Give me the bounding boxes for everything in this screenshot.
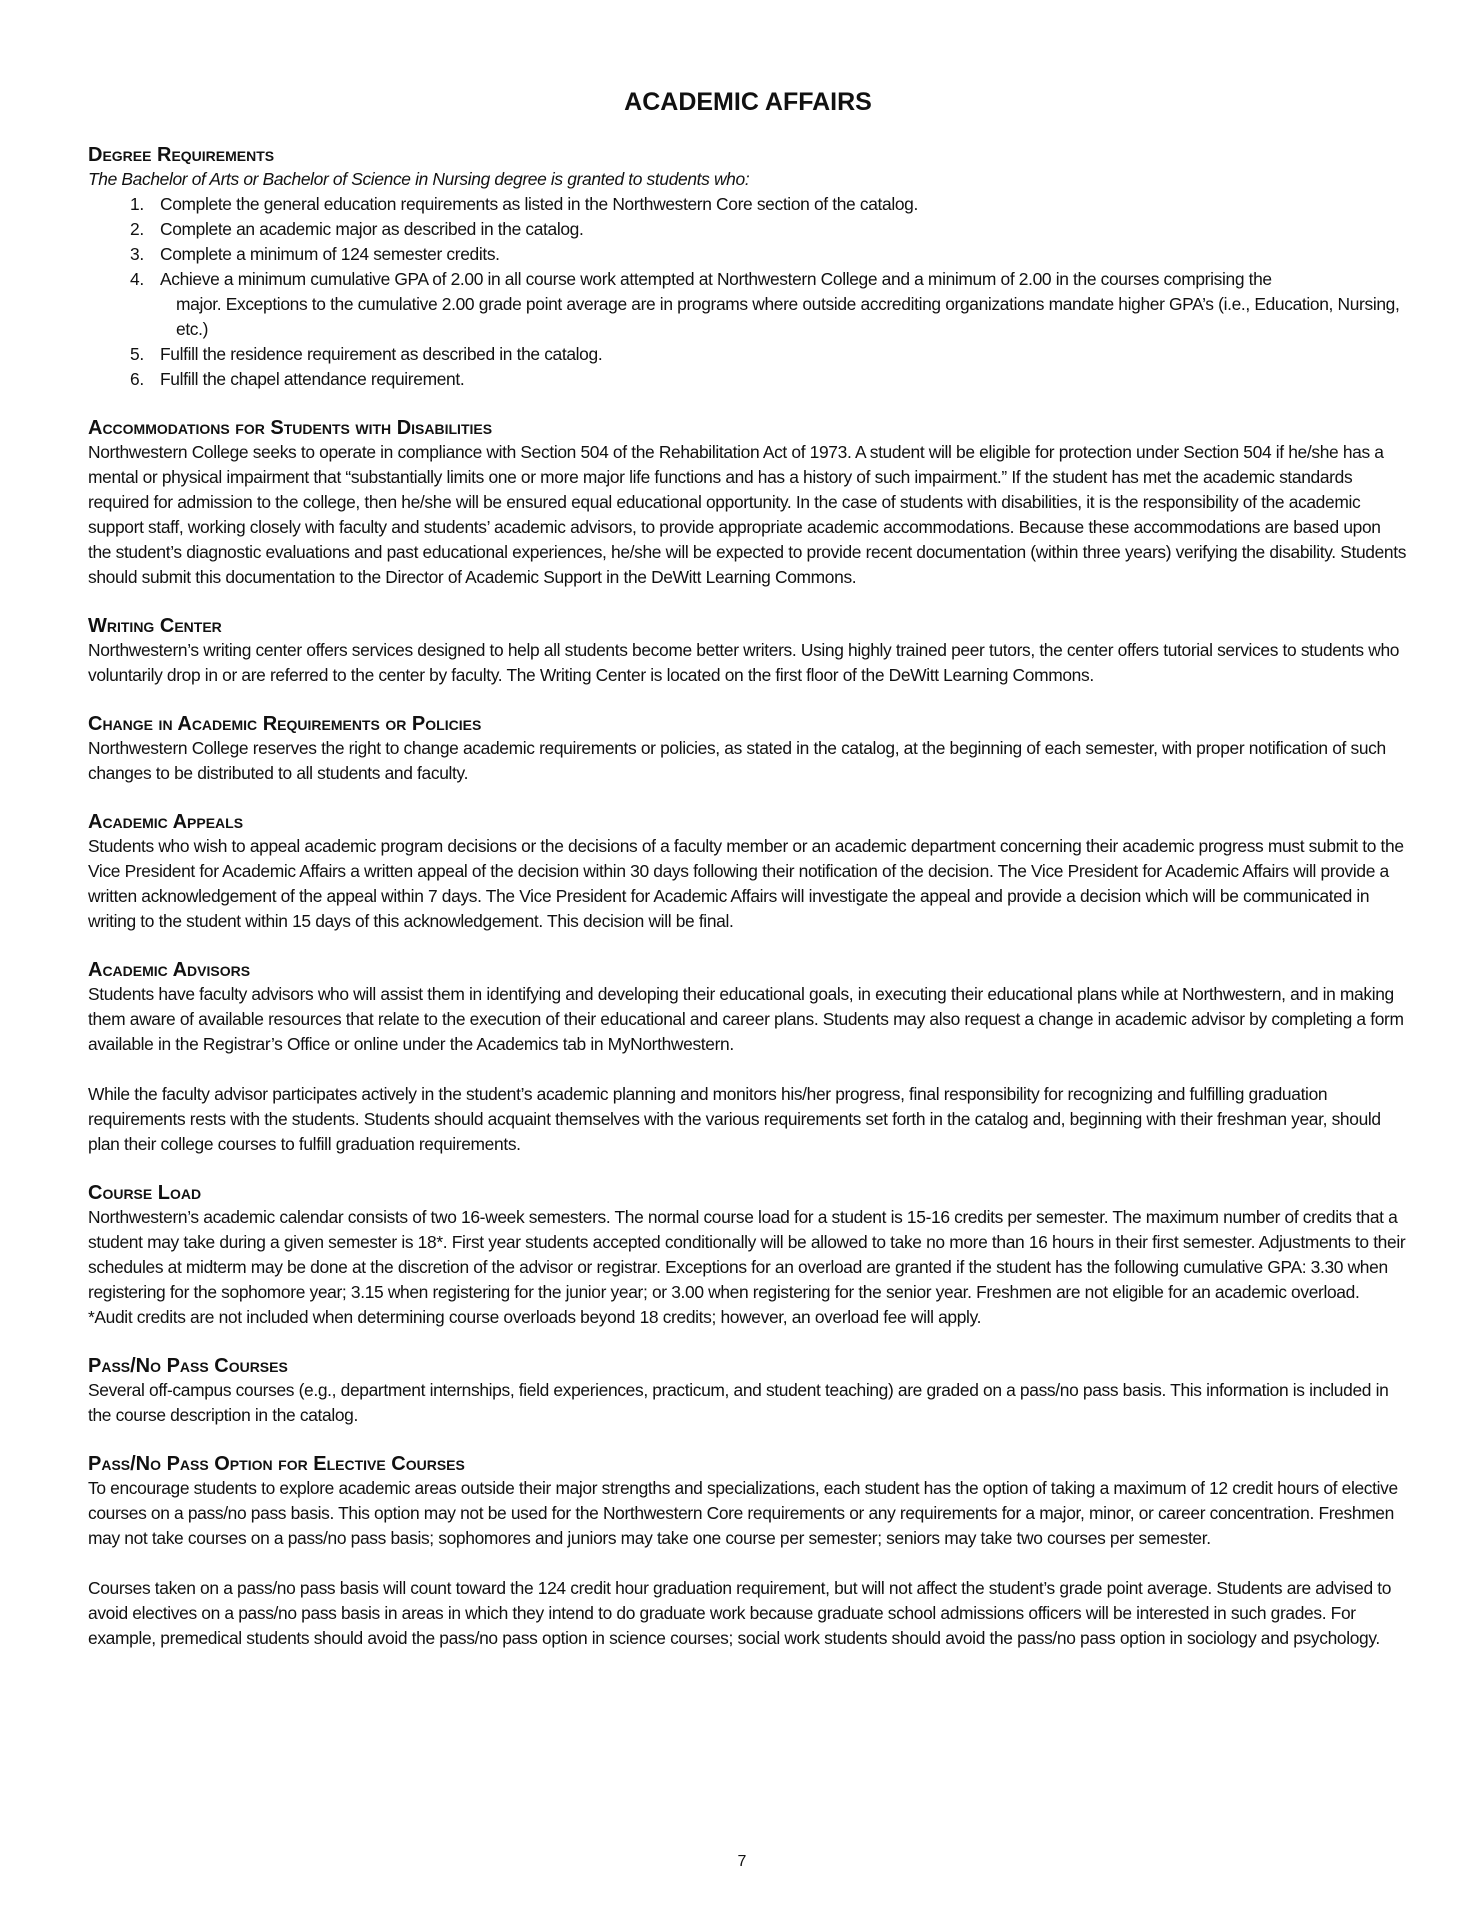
section-accommodations: [88, 416, 1408, 590]
section-change-requirements: [88, 712, 1408, 786]
list-item: [88, 192, 1408, 217]
section-academic-appeals: [88, 810, 1408, 934]
list-item: [88, 342, 1408, 367]
list-number: 2.: [130, 219, 144, 239]
section-body: To encourage students to explore academic areas outside their major strengths and specializations, each student has the option of taking a maximum of 12 credit hours of elective courses on a pass/no pass basis. This option may not be used for the Northwestern Core requirements or any requirements for a major, minor, or career concentration. Freshmen may not take courses on a pass/no pass basis; sophomores and juniors may take one course per semester; seniors may take two courses per semester.: [88, 1478, 1398, 1548]
list-number: 4.: [130, 269, 144, 289]
section-heading: Accommodations for Students with Disabilities: [88, 417, 493, 439]
section-body: Students have faculty advisors who will assist them in identifying and developing their educational goals, in executing their educational plans while at Northwestern, and in making them aware of available resources that relate to the execution of their educational and career plans. Students may also request a change in academic advisor by completing a form available in the Registrar’s Office or online under the Academics tab in MyNorthwestern.: [88, 984, 1404, 1054]
section-pass-no-pass-elective: [88, 1452, 1408, 1651]
list-item-text: Complete a minimum of 124 semester credits.: [160, 244, 500, 264]
list-item-text: Complete an academic major as described in the catalog.: [160, 219, 584, 239]
list-item-text: Achieve a minimum cumulative GPA of 2.00 in all course work attempted at Northwestern College and a minimum of 2.00 in the courses comprising the: [160, 269, 1272, 289]
section-heading: Pass/No Pass Courses: [88, 1355, 288, 1377]
page-title: ACADEMIC AFFAIRS: [624, 88, 872, 116]
list-item-text: Fulfill the residence requirement as described in the catalog.: [160, 344, 603, 364]
section-body: Several off-campus courses (e.g., department internships, field experiences, practicum, and student teaching) are graded on a pass/no pass basis. This information is included in the course description in the catalog.: [88, 1380, 1389, 1425]
section-body: Northwestern College seeks to operate in compliance with Section 504 of the Rehabilitation Act of 1973. A student will be eligible for protection under Section 504 if he/she has a mental or physical impairment that “substantially limits one or more major life functions and has a history of such impairment.” If the student has met the academic standards required for admission to the college, then he/she will be ensured equal educational opportunity. In the case of students with disabilities, it is the responsibility of the academic support staff, working closely with faculty and students’ academic advisors, to provide appropriate academic accommodations. Because these accommodations are based upon the student’s diagnostic evaluations and past educational experiences, he/she will be expected to provide recent documentation (within three years) verifying the disability. Students should submit this documentation to the Director of Academic Support in the DeWitt Learning Commons.: [88, 442, 1407, 587]
document-page: [88, 80, 1408, 1675]
list-item: [88, 367, 1408, 392]
requirements-list: [88, 192, 1408, 392]
section-heading: Academic Appeals: [88, 811, 244, 833]
section-academic-advisors: [88, 958, 1408, 1157]
list-item: [88, 267, 1408, 342]
section-intro: The Bachelor of Arts or Bachelor of Science in Nursing degree is granted to students who:: [88, 169, 750, 189]
section-pass-no-pass: [88, 1354, 1408, 1428]
section-writing-center: [88, 614, 1408, 688]
section-heading: Change in Academic Requirements or Policies: [88, 713, 482, 735]
list-number: 1.: [130, 194, 144, 214]
section-body: Courses taken on a pass/no pass basis will count toward the 124 credit hour graduation requirement, but will not affect the student’s grade point average. Students are advised to avoid electives on a pass/no pass basis in areas in which they intend to do graduate work because graduate school admissions officers will be interested in such grades. For example, premedical students should avoid the pass/no pass option in science courses; social work students should avoid the pass/no pass option in sociology and psychology.: [88, 1578, 1392, 1648]
list-item: [88, 217, 1408, 242]
list-number: 5.: [130, 344, 144, 364]
section-heading: Academic Advisors: [88, 959, 251, 981]
section-course-load: [88, 1181, 1408, 1330]
list-item-text: Fulfill the chapel attendance requirement.: [160, 369, 465, 389]
section-heading: Writing Center: [88, 615, 222, 637]
list-item-text: Complete the general education requirements as listed in the Northwestern Core section of the catalog.: [160, 194, 918, 214]
section-heading: Course Load: [88, 1182, 202, 1204]
section-degree-requirements: [88, 143, 1408, 392]
page-number: 7: [737, 1853, 747, 1870]
section-body: Students who wish to appeal academic program decisions or the decisions of a faculty member or an academic department concerning their academic progress must submit to the Vice President for Academic Affairs a written appeal of the decision within 30 days following their notification of the decision. The Vice President for Academic Affairs will provide a written acknowledgement of the appeal within 7 days. The Vice President for Academic Affairs will investigate the appeal and provide a decision which will be communicated in writing to the student within 15 days of this acknowledgement. This decision will be final.: [88, 836, 1404, 931]
section-body: Northwestern’s writing center offers services designed to help all students become better writers. Using highly trained peer tutors, the center offers tutorial services to students who voluntarily drop in or are referred to the center by faculty. The Writing Center is located on the first floor of the DeWitt Learning Commons.: [88, 640, 1400, 685]
list-number: 6.: [130, 369, 144, 389]
list-number: 3.: [130, 244, 144, 264]
list-item: [88, 242, 1408, 267]
list-item-text-continued: major. Exceptions to the cumulative 2.00 grade point average are in programs where outside accrediting organizations mandate higher GPA’s (i.e., Education, Nursing, etc.): [176, 294, 1400, 339]
section-body: While the faculty advisor participates actively in the student’s academic planning and monitors his/her progress, final responsibility for recognizing and fulfilling graduation requirements rests with the students. Students should acquaint themselves with the various requirements set forth in the catalog and, beginning with their freshman year, should plan their college courses to fulfill graduation requirements.: [88, 1084, 1381, 1154]
section-heading: Degree Requirements: [88, 144, 275, 166]
section-body: Northwestern’s academic calendar consists of two 16-week semesters. The normal course load for a student is 15-16 credits per semester. The maximum number of credits that a student may take during a given semester is 18*. First year students accepted conditionally will be allowed to take no more than 16 hours in their first semester. Adjustments to their schedules at midterm may be done at the discretion of the advisor or registrar. Exceptions for an overload are granted if the student has the following cumulative GPA: 3.30 when registering for the sophomore year; 3.15 when registering for the junior year; or 3.00 when registering for the senior year. Freshmen are not eligible for an academic overload. *Audit credits are not included when determining course overloads beyond 18 credits; however, an overload fee will apply.: [88, 1207, 1406, 1327]
section-body: Northwestern College reserves the right to change academic requirements or policies, as stated in the catalog, at the beginning of each semester, with proper notification of such changes to be distributed to all students and faculty.: [88, 738, 1386, 783]
section-heading: Pass/No Pass Option for Elective Courses: [88, 1453, 465, 1475]
